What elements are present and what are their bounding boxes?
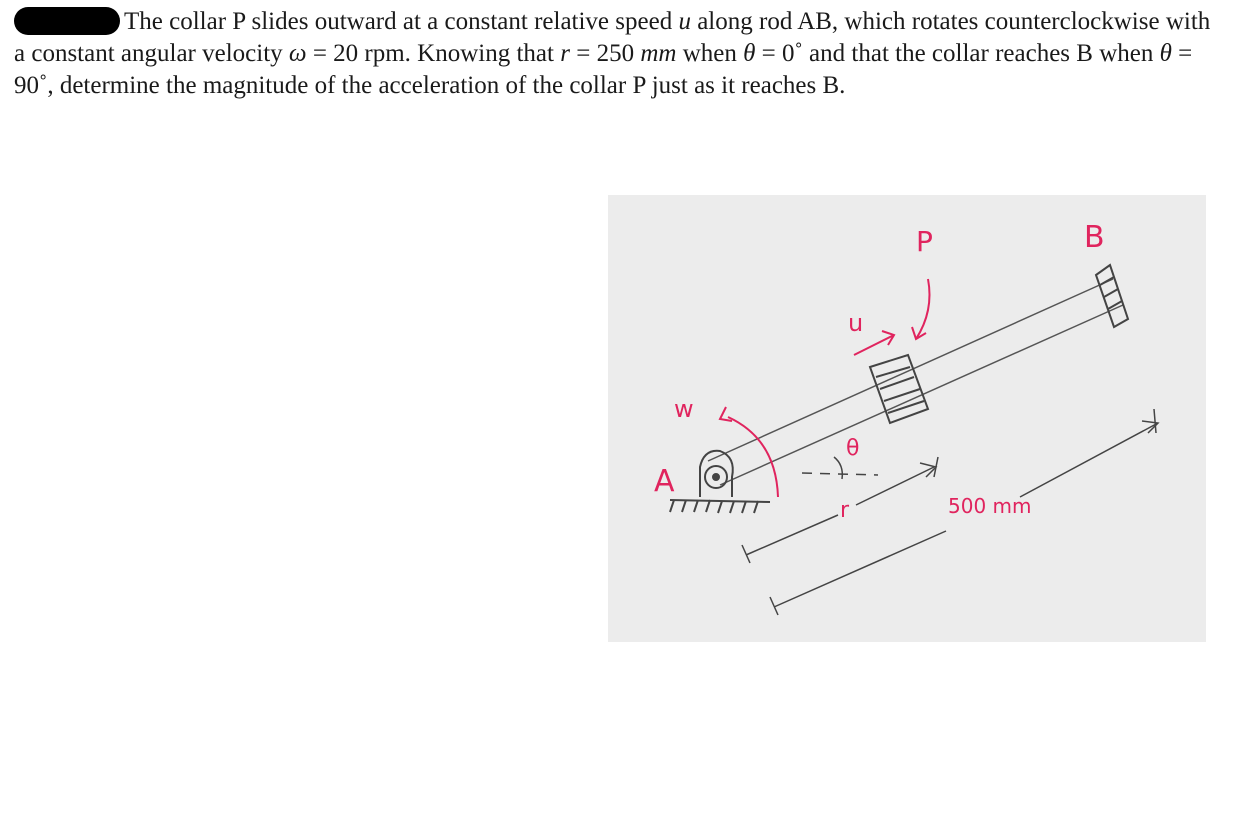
- label-dimension: 500 mm: [948, 494, 1032, 518]
- problem-part3: when: [676, 40, 744, 67]
- label-theta: θ: [846, 436, 860, 461]
- mm-unit: mm: [640, 40, 677, 67]
- label-a: A: [654, 464, 675, 499]
- theta-zero: = 0˚ and that the collar reaches B when: [755, 40, 1160, 67]
- rod-ab: [708, 279, 1123, 485]
- label-b: B: [1084, 220, 1105, 255]
- theta-symbol: θ: [743, 40, 756, 67]
- end-block-b: [1096, 265, 1128, 327]
- omega-symbol: ω: [288, 40, 307, 67]
- figure-sketch: [608, 195, 1206, 642]
- r-symbol: r: [560, 40, 570, 67]
- p-pointer: [912, 279, 930, 339]
- r-value: = 250: [569, 40, 641, 67]
- label-omega: w: [674, 395, 694, 423]
- redaction-mark: [14, 7, 120, 35]
- theta-symbol-2: θ: [1159, 40, 1172, 67]
- label-p: P: [916, 225, 933, 258]
- u-symbol: u: [678, 8, 691, 35]
- problem-intro: The collar P slides outward at a constant relative speed: [124, 8, 679, 35]
- label-r: r: [840, 498, 850, 523]
- pin-support-a: [670, 451, 770, 513]
- collar-p: [870, 355, 928, 423]
- problem-figure: [608, 195, 1206, 642]
- theta-reference: [802, 457, 878, 479]
- theta-ninety: = 90˚, determine the magnitude of the acceleration of the collar P just as it reaches B.: [14, 40, 1193, 99]
- omega-value: = 20 rpm. Knowing that: [306, 40, 561, 67]
- label-u: u: [848, 309, 864, 337]
- problem-statement: [14, 6, 1214, 102]
- problem-part2: along rod AB, which rotates counterclockwise with a constant angular velocity: [14, 8, 1211, 67]
